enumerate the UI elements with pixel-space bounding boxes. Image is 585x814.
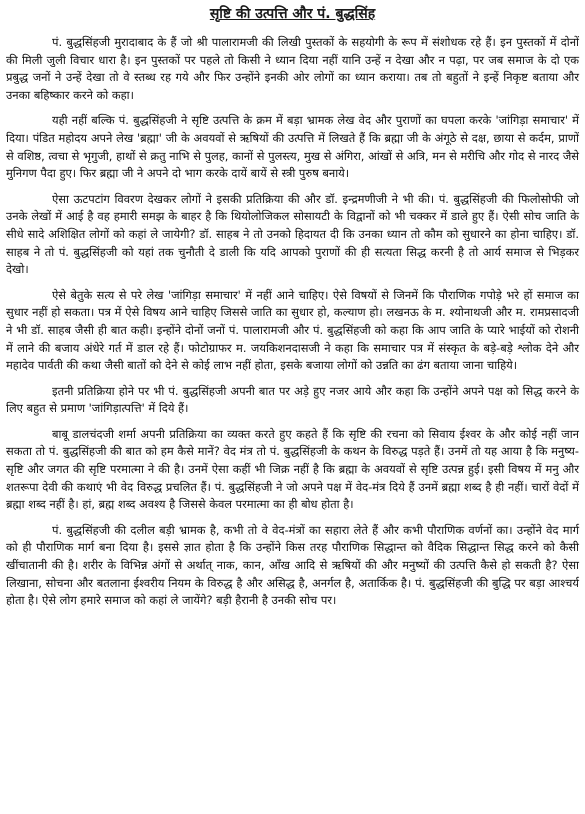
paragraph-5: इतनी प्रतिक्रिया होने पर भी पं. बुद्धसिंहजी अपनी बात पर अड़े हुए नजर आये और कहा कि उन्होंने अपने पक्ष को सिद्ध करने के लिए बहुत से प्रमाण 'जांगिड़ात्पत्ति' में दिये हैं। bbox=[6, 383, 579, 416]
paragraph-3: ऐसा ऊटपटांग विवरण देखकर लोगों ने इसकी प्रतिक्रिया की और डॉ. इन्द्रमणीजी ने भी की। पं. बुद्धसिंहजी की फिलोसोफी जो उनके लेखों में आई है वह हमारी समझ के बाहर है कि थियोलोजिकल सोसायटी के विद्वानों को भी चक्कर में डाले हुए हैं। ऐसी सोच जाति के सीधे सादे अशिक्षित लोगों को कहां ले जायेगी? डॉ. साहब ने तो उनको हिदायत दी कि उनका ध्यान तो कौम को सुधारने का होना चाहिए। डॉ. साहब ने तो पं. बुद्धसिंहजी को यहां तक चुनौती दे डाली कि यदि आपको पुराणों की ही सत्यता सिद्ध करनी है तो आर्य समाज से भिड़कर देखो। bbox=[6, 191, 579, 277]
page-title: सृष्टि की उत्पत्ति और पं. बुद्धसिंह bbox=[209, 6, 376, 22]
paragraph-2: यही नहीं बल्कि पं. बुद्धसिंहजी ने सृष्टि उत्पत्ति के क्रम में बड़ा भ्रामक लेख वेद और पुराणों का घपला करके 'जांगिड़ा समाचार' में दिया। पंडित महोदय अपने लेख 'ब्रह्मा' जी के अवयवों से ऋषियों की उत्पत्ति में लिखते हैं कि ब्रह्मा जी के अंगूठे से दक्ष, छाया से कर्दम, प्राणों से वशिष्ठ, त्वचा से भृगुजी, हाथों से क्रतु नाभि से पुलह, कानों से पुलस्त्य, मुख से अंगिरा, आंखों से अत्रि, मन से मरीचि और गोद से नारद जैसे मुनिगण पैदा हुए। फिर ब्रह्मा जी ने अपने दो भाग करके दायें बायें से स्त्री पुरुष बनाये। bbox=[6, 113, 579, 181]
paragraph-7: पं. बुद्धसिंहजी की दलील बड़ी भ्रामक है, कभी तो वे वेद-मंत्रों का सहारा लेते हैं और कभी पौराणिक वर्णनों का। उन्होंने वेद मार्ग को ही पौराणिक मार्ग बना दिया है। इससे ज्ञात होता है कि उन्होंने किस तरह पौराणिक सिद्धान्त को वैदिक सिद्धान्त सिद्ध करने को कैसी खींचातानी की है। शरीर के विभिन्न अंगों से अर्थात् नाक, कान, आँख आदि से ऋषियों की और मनुष्यों की उत्पत्ति कैसे हो सकती है? ऐसा लिखाना, सोचना और बतलाना ईश्वरीय नियम के विरुद्ध है और असिद्ध है, अनर्गल है, अतार्किक है। पं. बुद्धसिंहजी की बुद्धि पर बड़ा आश्चर्य होता है। ऐसे लोग हमारे समाज को कहां ले जायेंगे? बड़ी हैरानी है उनकी सोच पर। bbox=[6, 522, 579, 608]
paragraph-1: पं. बुद्धसिंहजी मुरादाबाद के हैं जो श्री पालारामजी की लिखी पुस्तकों के सहयोगी के रूप में संशोधक रहे हैं। इन पुस्तकों में दोनों की मिली जुली विचार धारा है। इन पुस्तकों पर पहले तो किसी ने ध्यान दिया नहीं यानि उन्हें न देखा और न पढ़ा, पर जब समाज के दो एक प्रबुद्ध जनों ने उन्हें देखा तो वे स्तब्ध रह गये और फिर उन्होंने इनकी ओर लोगों का ध्यान कराया। तब तो बहुतों ने इन्हें निकृष्ट बताया और उनका बहिष्कार करने को कहा। bbox=[6, 35, 579, 102]
paragraph-6: बाबू डालचंदजी शर्मा अपनी प्रतिक्रिया का व्यक्त करते हुए कहते हैं कि सृष्टि की रचना को सिवाय ईश्वर के और कोई नहीं जान सकता तो पं. बुद्धसिंहजी की बात को हम कैसे मानें? वेद मंत्र तो पं. बुद्धसिंहजी के कथन के विरुद्ध पड़ते हैं। उनमें तो यह आया है कि मनुष्य-सृष्टि और जगत की सृष्टि परमात्मा ने की है। उनमें ऐसा कहीं भी जिक्र नहीं है कि ब्रह्मा के अवयवों से सृष्टि उत्पन्न हुई। इसी विषय में मनु और शतरूपा देवी की कथाएं भी वेद विरुद्ध प्रचलित हैं। पं. बुद्धसिंहजी ने जो अपने पक्ष में वेद-मंत्र दिये हैं उनमें ब्रह्मा शब्द है ही नहीं। चारों वेदों में ब्रह्मा शब्द नहीं है। हां, ब्रह्म शब्द अवश्य है जिससे केवल परमात्मा का ही बोध होता है। bbox=[6, 426, 579, 512]
paragraph-4: ऐसे बेतुके सत्य से परे लेख 'जांगिड़ा समाचार' में नहीं आने चाहिए। ऐसे विषयों से जिनमें कि पौराणिक गपोड़े भरे हों समाज का सुधार नहीं हो सकता। पत्र में ऐसे विषय आने चाहिए जिससे जाति का सुधार हो, कल्याण हो। लखनऊ के म. श्योनाथजी और म. रामप्रसादजी ने भी डॉ. साहब जैसी ही बात कही। इन्होंने दोनों जनों पं. पालारामजी और पं. बुद्धसिंहजी को कहा कि आप जाति के प्यारे भाईयों को रोशनी में लाने की बजाय अंधेरे गर्त में डाल रहे हैं। फोटोग्राफर म. जयकिशनदासजी ने कहा कि समाचार पत्र में संस्कृत के बड़े-बड़े श्लोक देने और महादेव पार्वती की कथा जैसी बातों को देने से कोई लाभ नहीं होता, इसके बजाया लोगों को उन्नति का ढंग बताया जाना चाहिये। bbox=[6, 287, 579, 373]
